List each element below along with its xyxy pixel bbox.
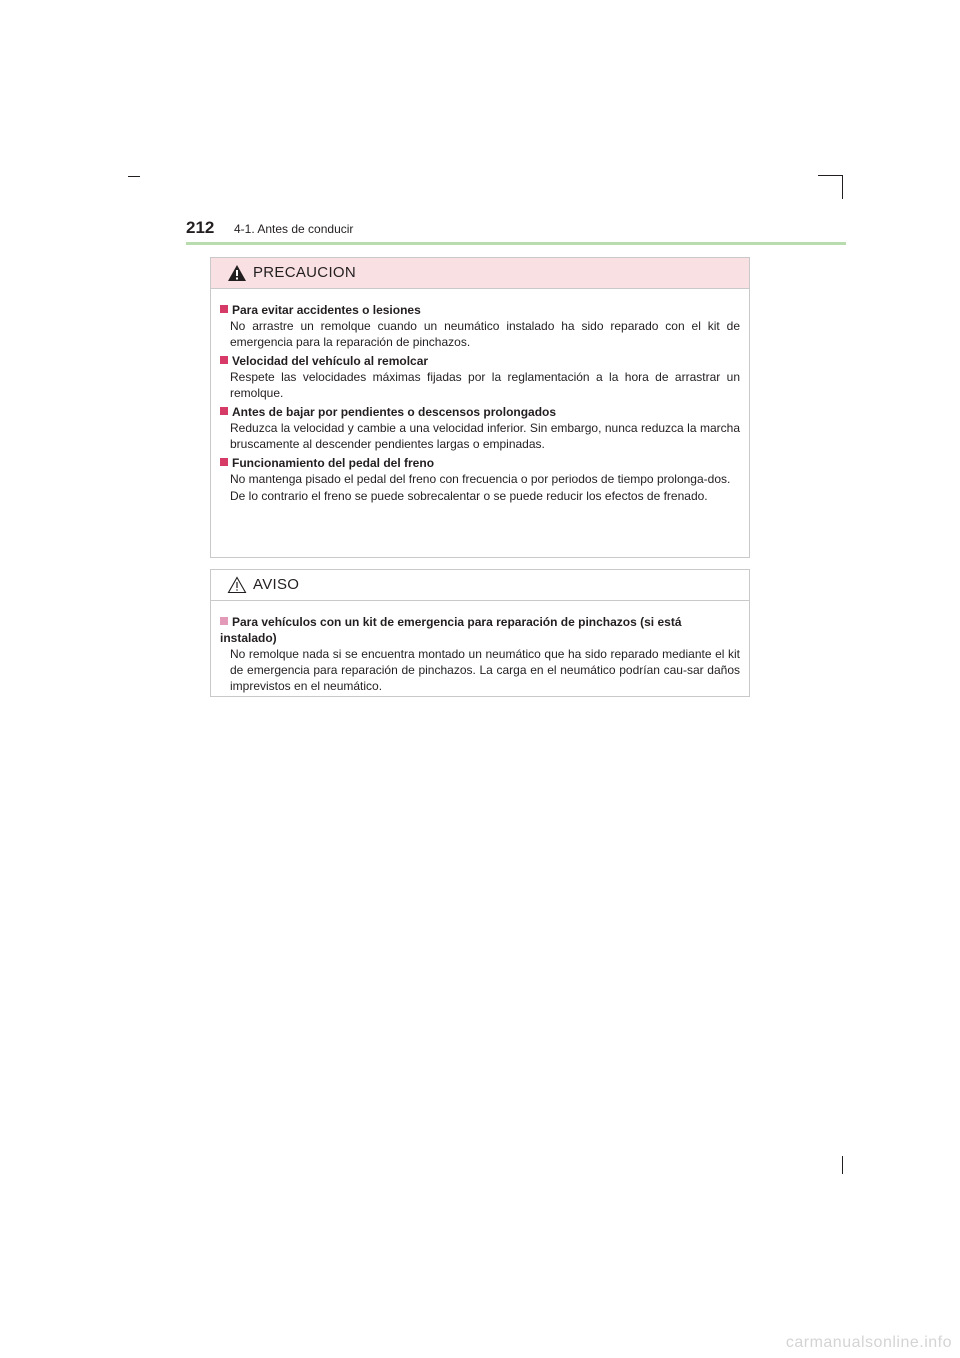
caution-item-body: No mantenga pisado el pedal del freno con frecuencia o por periodos de tiempo prolonga-dos.: [230, 472, 731, 486]
watermark: carmanualsonline.info: [785, 1334, 952, 1351]
caution-title-bar: [211, 258, 749, 289]
notice-content: [211, 601, 749, 694]
crop-mark: [128, 176, 140, 177]
page-header: [186, 218, 846, 244]
caution-item-body: Respete las velocidades máximas fijadas por la reglamentación a la hora de arrastrar un remolque.: [230, 370, 740, 400]
bullet-square-icon: [220, 356, 228, 364]
caution-box: [210, 257, 750, 558]
page-number: 212: [186, 218, 215, 237]
bullet-square-icon: [220, 305, 228, 313]
crop-mark: [818, 175, 842, 176]
notice-item-heading: Para vehículos con un kit de emergencia para reparación de pinchazos (si está instalado): [220, 615, 682, 645]
notice-box: [210, 569, 750, 697]
caution-title: PRECAUCION: [253, 264, 357, 281]
caution-content: [211, 289, 749, 504]
warning-outline-icon: [227, 576, 247, 594]
bullet-square-icon: [220, 617, 228, 625]
caution-item-body: De lo contrario el freno se puede sobrecalentar o se puede reducir los efectos de frenado.: [230, 489, 708, 503]
bullet-square-icon: [220, 407, 228, 415]
notice-title: AVISO: [253, 576, 300, 593]
caution-item-heading: Funcionamiento del pedal del freno: [220, 455, 740, 471]
crop-mark: [842, 1156, 843, 1174]
crop-mark: [842, 175, 843, 199]
section-title: 4-1. Antes de conducir: [234, 222, 354, 236]
caution-item-body: No arrastre un remolque cuando un neumático instalado ha sido reparado con el kit de emergencia para la reparación de pinchazos.: [230, 319, 740, 349]
notice-item-body: No remolque nada si se encuentra montado un neumático que ha sido reparado mediante el kit de emergencia para reparación de pinchazos. La carga en el neumático podrían cau-sar daños imprevistos en el neumático.: [230, 647, 740, 693]
caution-item-heading: Velocidad del vehículo al remolcar: [220, 353, 740, 369]
header-rule: [186, 242, 846, 245]
caution-item-heading: Para evitar accidentes o lesiones: [220, 302, 740, 318]
bullet-square-icon: [220, 458, 228, 466]
warning-filled-icon: [227, 264, 247, 282]
caution-item-body: Reduzca la velocidad y cambie a una velocidad inferior. Sin embargo, nunca reduzca la marcha bruscamente al descender pendientes largas o empinadas.: [230, 421, 740, 451]
notice-title-bar: [211, 570, 749, 601]
caution-item-heading: Antes de bajar por pendientes o descensos prolongados: [220, 404, 740, 420]
